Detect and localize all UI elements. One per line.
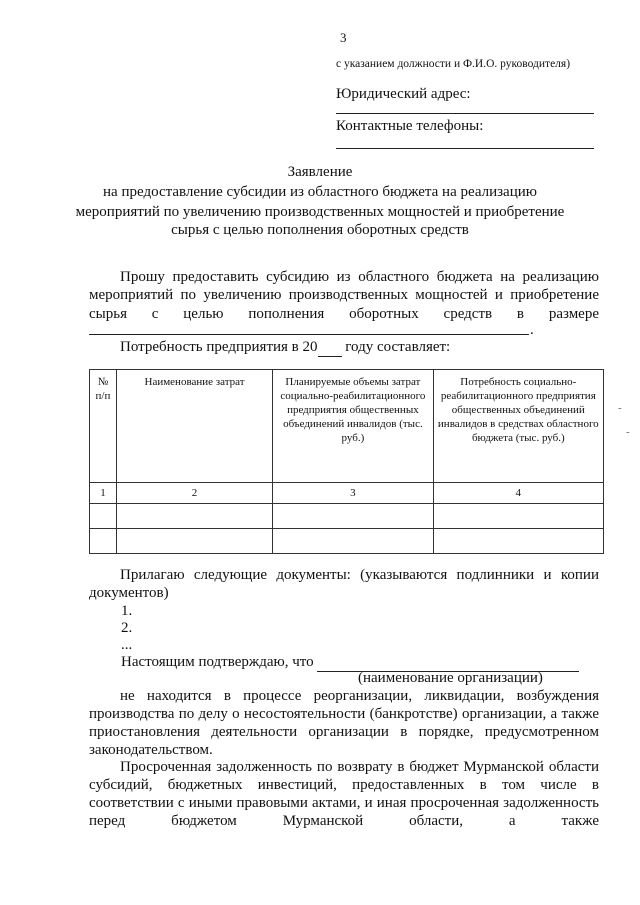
table-row: [90, 529, 604, 554]
attachment-item-2: 2.: [121, 620, 133, 636]
need-line: [120, 338, 450, 357]
table-cell: [116, 529, 272, 554]
contact-phones-label: Контактные телефоны:: [336, 118, 484, 134]
request-line-3: сырья с целью пополнения оборотных средств в размере: [89, 306, 599, 322]
table-cell: 3: [273, 483, 433, 504]
table-cell: 1: [90, 483, 117, 504]
organization-caption: (наименование организации): [358, 670, 543, 686]
table-row: [90, 504, 604, 529]
table-header-row: [90, 370, 604, 483]
table-cell: [90, 529, 117, 554]
title-line-1: Заявление: [287, 164, 353, 180]
margin-mark: ‐: [618, 402, 622, 414]
table-cell: 4: [433, 483, 603, 504]
table-cell: [116, 504, 272, 529]
table-cell: [433, 529, 603, 554]
costs-table: [89, 369, 604, 554]
header-cell: Планируемые объемы затрат социально-реабилитационного предприятия общественных объединений инвалидов (тыс. руб.): [273, 370, 433, 483]
legal-address-line: [336, 113, 594, 114]
title-line-2: на предоставление субсидии из областного бюджета на реализацию: [103, 184, 537, 200]
contact-phones-line: [336, 148, 594, 149]
table-cell: [273, 529, 433, 554]
title-line-4: сырья с целью пополнения оборотных средств: [171, 222, 469, 238]
page-number: 3: [340, 30, 347, 45]
title-line-3: мероприятий по увеличению производственных мощностей и приобретение: [75, 204, 565, 220]
paragraph-debt: Просроченная задолженность по возврату в бюджет Мурманской области субсидий, бюджетных инвестиций, предоставленных в том числе в соответствии с иными правовыми актами, и иная просроченная задолженность перед бюджетом Мурманской области, а также: [89, 759, 599, 829]
header-note: с указанием должности и Ф.И.О. руководителя): [336, 58, 571, 70]
attachments-intro: Прилагаю следующие документы: (указываются подлинники и копии документов): [89, 567, 599, 601]
confirm-prefix: Настоящим подтверждаю, что: [121, 654, 314, 670]
request-line-2: мероприятий по увеличению производственных мощностей и приобретение: [89, 287, 599, 303]
legal-address-label: Юридический адрес:: [336, 86, 471, 102]
table-cell: [90, 504, 117, 529]
request-line-4-end: .: [530, 322, 534, 338]
table-cell: [273, 504, 433, 529]
need-line-suffix: году составляет:: [345, 339, 451, 355]
attachment-item-3: ...: [121, 637, 133, 653]
request-line-1: Прошу предоставить субсидию из областного бюджета на реализацию: [120, 269, 599, 285]
paragraph-not-reorganization: не находится в процессе реорганизации, ликвидации, возбуждения производства по делу о несостоятельности (банкротстве) организации, а также приостановления деятельности организации в порядке, предусмотренном законодательством.: [89, 688, 599, 758]
attachment-item-1: 1.: [121, 603, 133, 619]
header-cell: Потребность социально-реабилитационного предприятия общественных объединений инвалидов в средствах областного бюджета (тыс. руб.): [433, 370, 603, 483]
table-cell: [433, 504, 603, 529]
table-row: [90, 483, 604, 504]
need-line-prefix: Потребность предприятия в 20: [120, 339, 318, 355]
header-cell: № п/п: [90, 370, 117, 483]
amount-line: [89, 334, 529, 335]
margin-mark: ‐: [626, 426, 630, 438]
header-cell: Наименование затрат: [116, 370, 272, 483]
table-cell: 2: [116, 483, 272, 504]
year-blank: [318, 338, 342, 357]
